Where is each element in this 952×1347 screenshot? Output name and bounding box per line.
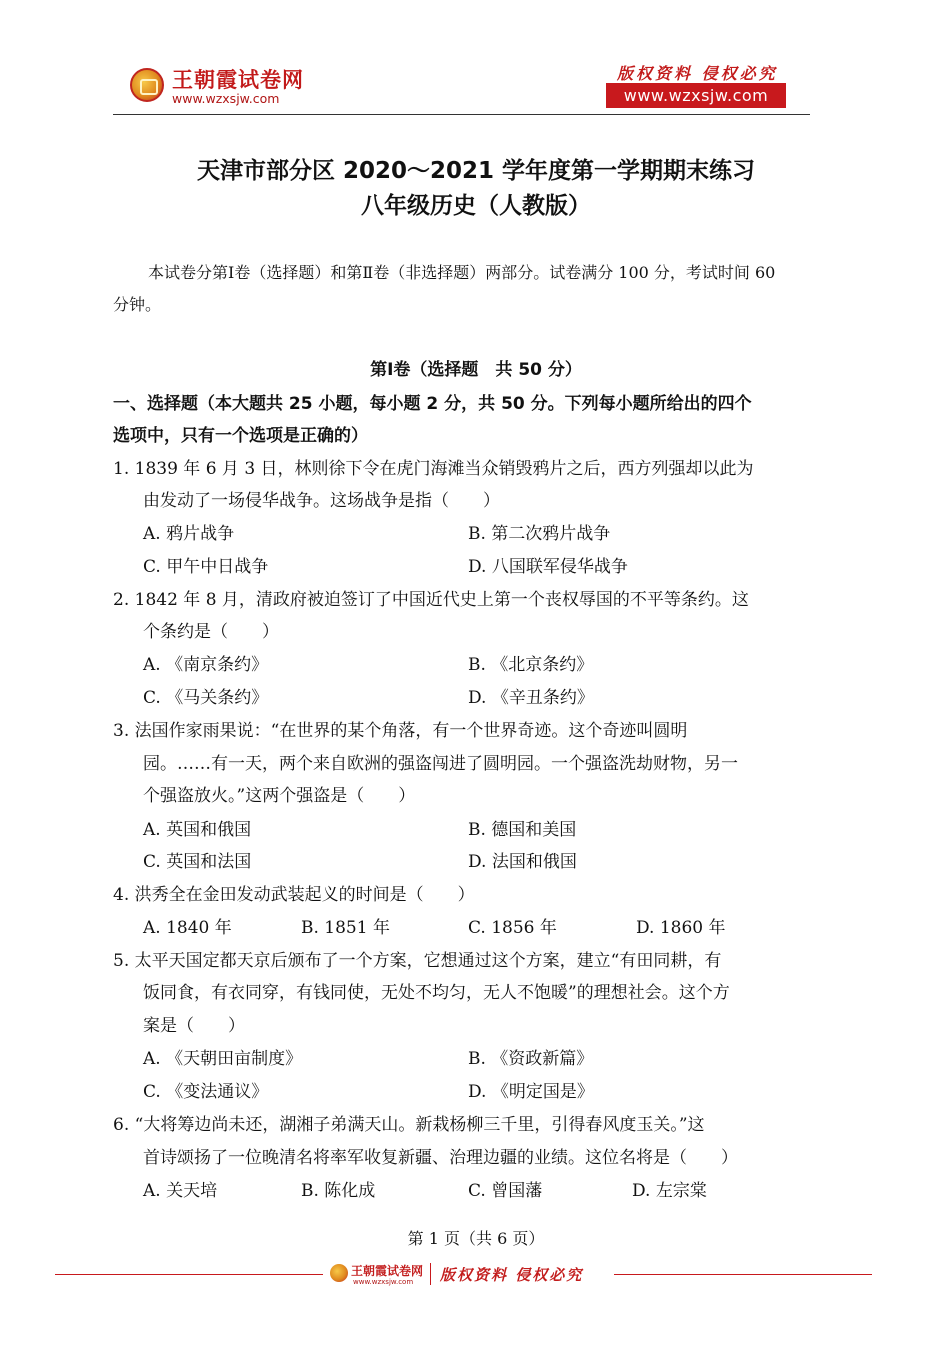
question-6-line-2: 首诗颂扬了一位晚清名将率军收复新疆、治理边疆的业绩。这位名将是（ ） (143, 1148, 738, 1168)
footer-logo-url: www.wzxsjw.com (353, 1278, 414, 1286)
logo-emblem-icon (130, 68, 164, 102)
question-3-line-3: 个强盗放火。”这两个强盗是（ ） (143, 786, 416, 806)
question-6-option-b: B. 陈化成 (301, 1181, 376, 1201)
section-heading: 第Ⅰ卷（选择题 共 50 分） (370, 360, 582, 380)
question-2-option-c: C. 《马关条约》 (143, 688, 269, 708)
page-number: 第 1 页（共 6 页） (407, 1229, 545, 1248)
question-6-option-c: C. 曾国藩 (468, 1181, 543, 1201)
question-1-line-1: 1. 1839 年 6 月 3 日，林则徐下令在虎门海滩当众销毁鸦片之后，西方列强却以此为 (113, 459, 754, 479)
section-instruction-1: 一、选择题（本大题共 25 小题，每小题 2 分，共 50 分。下列每小题所给出的四个 (113, 394, 752, 414)
question-3-line-2: 园。……有一天，两个来自欧洲的强盗闯进了圆明园。一个强盗洗劫财物，另一 (143, 754, 738, 774)
footer-rule-right (614, 1274, 872, 1275)
question-1-option-a: A. 鸦片战争 (143, 524, 235, 544)
question-5-option-a: A. 《天朝田亩制度》 (143, 1049, 303, 1069)
copyright-notice: 版权资料 侵权必究 (617, 64, 778, 83)
header-rule (113, 114, 810, 115)
footer-emblem-icon (330, 1264, 348, 1282)
question-2-option-a: A. 《南京条约》 (143, 655, 269, 675)
question-4-option-c: C. 1856 年 (468, 918, 557, 938)
question-2-line-1: 2. 1842 年 8 月，清政府被迫签订了中国近代史上第一个丧权辱国的不平等条约。这 (113, 590, 749, 610)
question-6-line-1: 6. “大将筹边尚未还，湖湘子弟满天山。新栽杨柳三千里，引得春风度玉关。”这 (113, 1115, 705, 1135)
question-1-option-c: C. 甲午中日战争 (143, 557, 269, 577)
question-5-option-c: C. 《变法通议》 (143, 1082, 269, 1102)
question-2-option-d: D. 《辛丑条约》 (468, 688, 594, 708)
footer-logo-name: 王朝霞试卷网 (351, 1264, 424, 1278)
question-1-option-b: B. 第二次鸦片战争 (468, 524, 611, 544)
question-4-line-1: 4. 洪秀全在金田发动武装起义的时间是（ ） (113, 885, 475, 905)
question-2-line-2: 个条约是（ ） (143, 622, 279, 642)
url-badge: www.wzxsjw.com (606, 83, 786, 108)
question-3-option-c: C. 英国和法国 (143, 852, 252, 872)
question-5-line-2: 饭同食，有衣同穿，有钱同使，无处不均匀，无人不饱暖”的理想社会。这个方 (143, 983, 730, 1003)
question-3-option-a: A. 英国和俄国 (143, 820, 252, 840)
exam-subtitle: 八年级历史（人教版） (361, 193, 591, 219)
question-1-option-d: D. 八国联军侵华战争 (468, 557, 628, 577)
question-6-option-d: D. 左宗棠 (632, 1181, 707, 1201)
intro-line-1: 本试卷分第Ⅰ卷（选择题）和第Ⅱ卷（非选择题）两部分。试卷满分 100 分，考试时间 60 (148, 263, 776, 282)
question-5-option-d: D. 《明定国是》 (468, 1082, 594, 1102)
question-3-option-b: B. 德国和美国 (468, 820, 577, 840)
exam-title: 天津市部分区 2020～2021 学年度第一学期期末练习 (196, 158, 756, 184)
question-4-option-a: A. 1840 年 (143, 918, 232, 938)
footer-rule-left (55, 1274, 323, 1275)
question-3-line-1: 3. 法国作家雨果说：“在世界的某个角落，有一个世界奇迹。这个奇迹叫圆明 (113, 721, 688, 741)
question-1-line-2: 由发动了一场侵华战争。这场战争是指（ ） (143, 491, 500, 511)
intro-line-2: 分钟。 (113, 295, 162, 314)
section-instruction-2: 选项中，只有一个选项是正确的） (113, 426, 368, 446)
question-5-line-1: 5. 太平天国定都天京后颁布了一个方案，它想通过这个方案，建立“有田同耕，有 (113, 951, 722, 971)
footer-copyright: 版权资料 侵权必究 (440, 1266, 584, 1284)
question-5-line-3: 案是（ ） (143, 1016, 245, 1036)
logo-name: 王朝霞试卷网 (172, 68, 304, 92)
question-2-option-b: B. 《北京条约》 (468, 655, 594, 675)
question-6-option-a: A. 关天培 (143, 1181, 218, 1201)
footer-separator (430, 1263, 431, 1285)
question-5-option-b: B. 《资政新篇》 (468, 1049, 594, 1069)
question-3-option-d: D. 法国和俄国 (468, 852, 577, 872)
question-4-option-d: D. 1860 年 (636, 918, 726, 938)
question-4-option-b: B. 1851 年 (301, 918, 390, 938)
logo-url: www.wzxsjw.com (172, 91, 280, 106)
